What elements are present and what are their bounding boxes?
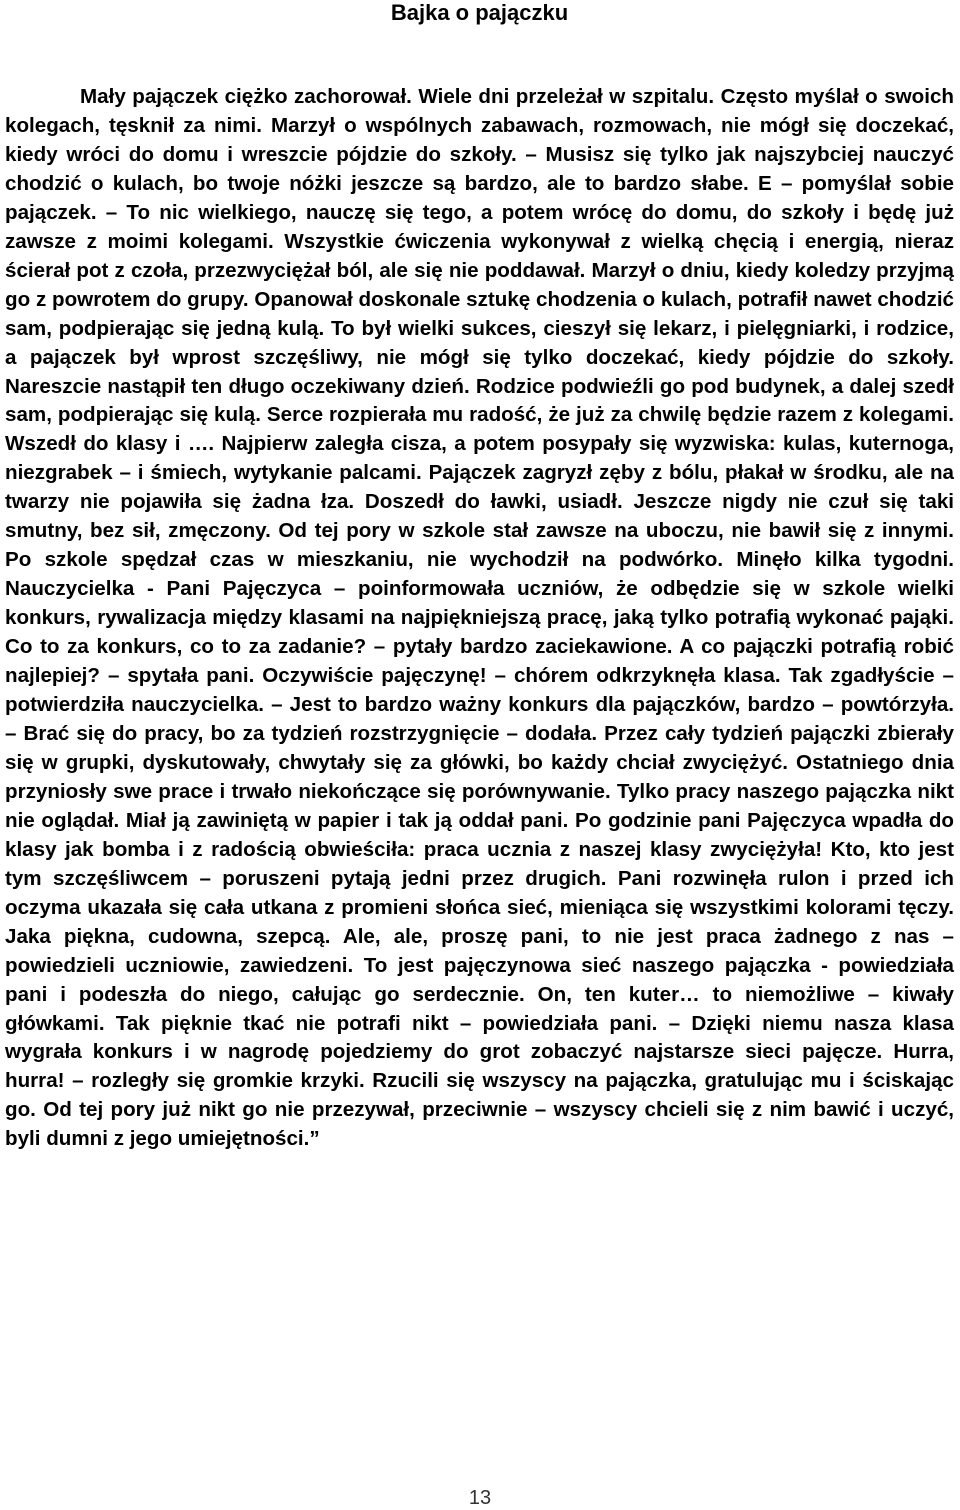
page-number: 13 bbox=[468, 1487, 492, 1509]
story-text: Mały pajączek ciężko zachorował. Wiele dni przeleżał w szpitalu. Często myślał o swoich kolegach, tęsknił za nimi. Marzył o wspólnych zabawach, rozmowach, nie mógł się doczekać, kiedy wróci do domu i wreszcie pójdzie do szkoły. – Musisz się tylko jak najszybciej nauczyć chodzić o kulach, bo twoje nóżki jeszcze są bardzo, ale to bardzo słabe. E – pomyślał sobie pajączek. – To nic wielkiego, nauczę się tego, a potem wrócę do domu, do szkoły i będę już zawsze z moimi kolegami. Wszystkie ćwiczenia wykonywał z wielką chęcią i energią, nieraz ścierał pot z czoła, przezwyciężał ból, ale się nie poddawał. Marzył o dniu, kiedy koledzy przyjmą go z powrotem do grupy. Opanował doskonale sztukę chodzenia o kulach, potrafił nawet chodzić sam, podpierając się jedną kulą. To był wielki sukces, cieszył się lekarz, i pielęgniarki, i rodzice, a pajączek był wprost szczęśliwy, nie mógł się tylko doczekać, kiedy pójdzie do szkoły. Nareszcie nastąpił ten długo oczekiwany dzień. Rodzice podwieźli go pod budynek, a dalej szedł sam, podpierając się kulą. Serce rozpierała mu radość, że już za chwilę będzie razem z kolegami. Wszedł do klasy i …. Najpierw zaległa cisza, a potem posypały się wyzwiska: kulas, kuternoga, niezgrabek – i śmiech, wytykanie palcami. Pajączek zagryzł zęby z bólu, płakał w środku, ale na twarzy nie pojawiła się żadna łza. Doszedł do ławki, usiadł. Jeszcze nigdy nie czuł się taki smutny, bez sił, zmęczony. Od tej pory w szkole stał zawsze na uboczu, nie bawił się z innymi. Po szkole spędzał czas w mieszkaniu, nie wychodził na podwórko. Minęło kilka tygodni. Nauczycielka - Pani Pajęczyca – poinformowała uczniów, że odbędzie się w szkole wielki konkurs, rywalizacja między klasami na najpiękniejszą pracę, jaką tylko potrafią wykonać pająki. Co to za konkurs, co to za zadanie? – pytały bardzo zaciekawione. A co pajączki potrafią robić najlepiej? – spytała pani. Oczywiście pajęczynę! – chórem odkrzyknęła klasa. Tak zgadłyście – potwierdziła nauczycielka. – Jest to bardzo ważny konkurs dla pajączków, bardzo – powtórzyła. – Brać się do pracy, bo za tydzień rozstrzygnięcie – dodała. Przez cały tydzień pajączki zbierały się w grupki, dyskutowały, chwytały się za główki, bo każdy chciał zwyciężyć. Ostatniego dnia przyniosły swe prace i trwało niekończące się porównywanie. Tylko pracy naszego pajączka nikt nie oglądał. Miał ją zawiniętą w papier i tak ją oddał pani. Po godzinie pani Pajęczyca wpadła do klasy jak bomba i z radością obwieściła: praca ucznia z naszej klasy zwyciężyła! Kto, kto jest tym szczęśliwcem – poruszeni pytają jedni przez drugich. Pani rozwinęła rulon i przed ich oczyma ukazała się cała utkana z promieni słońca sieć, mieniąca się wszystkimi kolorami tęczy. Jaka piękna, cudowna, szepcą. Ale, ale, proszę pani, to nie jest praca żadnego z nas – powiedzieli uczniowie, zawiedzeni. To jest pajęczynowa sieć naszego pajączka - powiedziała pani i podeszła do niego, całując go serdecznie. On, ten kuter… to niemożliwe – kiwały główkami. Tak pięknie tkać nie potrafi nikt – powiedziała pani. – Dzięki niemu nasza klasa wygrała konkurs i w nagrodę pojedziemy do grot zobaczyć najstarsze sieci pajęcze. Hurra, hurra! – rozległy się gromkie krzyki. Rzucili się wszyscy na pajączka, gratulując mu i ściskając go. Od tej pory już nikt go nie przezywał, przeciwnie – wszyscy chcieli się z nim bawić i uczyć, byli dumni z jego umiejętności.” bbox=[5, 85, 954, 1151]
story-title: Bajka o pajączku bbox=[390, 0, 569, 25]
